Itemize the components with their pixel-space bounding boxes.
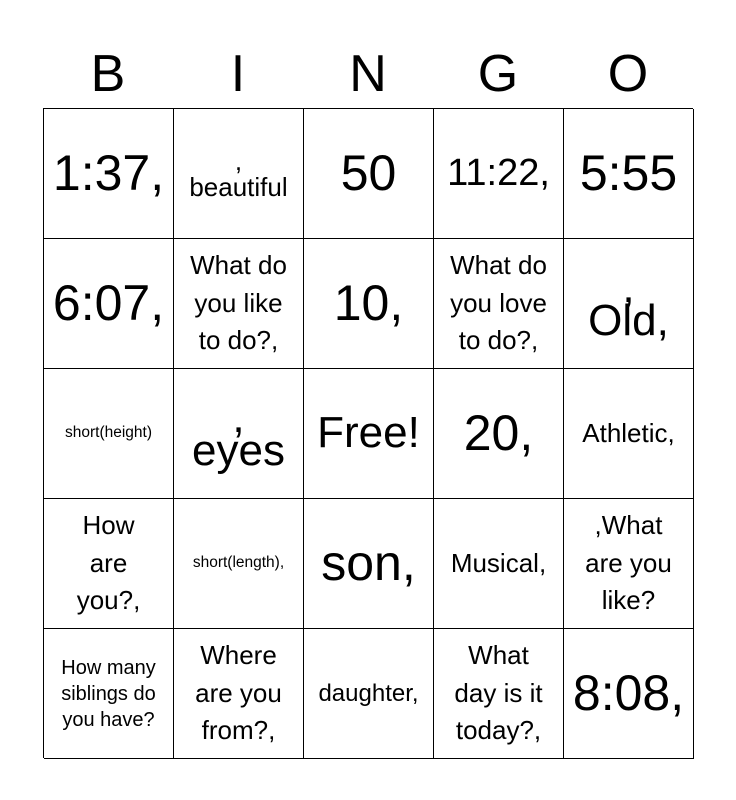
bingo-cell-r5-c3[interactable] [304, 629, 434, 759]
cell-text: short(length), [192, 554, 285, 572]
bingo-cell-r1-c3[interactable] [304, 109, 434, 239]
bingo-cell-r5-c4[interactable] [434, 629, 564, 759]
bingo-cell-r3-c4[interactable] [434, 369, 564, 499]
bingo-cell-r4-c1[interactable] [44, 499, 174, 629]
cell-text: How are you?, [76, 509, 141, 616]
cell-text: short(height) [64, 424, 152, 442]
bingo-cell-r2-c1[interactable] [44, 239, 174, 369]
header-letter-b: B [90, 45, 126, 103]
cell-text: 6:07, [52, 274, 165, 331]
cell-text: 1:37, [52, 144, 165, 201]
cell-text: 50 [340, 144, 397, 201]
bingo-cell-r3-c3[interactable] [304, 369, 434, 499]
cell-text: Musical, [450, 547, 547, 578]
bingo-cell-r3-c2[interactable] [174, 369, 304, 499]
bingo-cell-r1-c4[interactable] [434, 109, 564, 239]
cell-text: What do you like to do?, [190, 249, 287, 356]
bingo-cell-r4-c5[interactable] [564, 499, 694, 629]
cell-text: daughter, [318, 679, 419, 707]
cell-text: , beautiful [189, 145, 288, 202]
header-letter-i: I [230, 45, 246, 103]
cell-text: 5:55 [579, 144, 678, 201]
cell-text: , eyes [192, 392, 285, 475]
cell-text: , Old, [588, 262, 669, 345]
bingo-cell-r1-c2[interactable] [174, 109, 304, 239]
bingo-board [43, 108, 693, 758]
bingo-cell-r5-c2[interactable] [174, 629, 304, 759]
cell-text: What do you love to do?, [450, 249, 547, 356]
cell-text: How many siblings do you have? [61, 656, 156, 731]
bingo-cell-r4-c2[interactable] [174, 499, 304, 629]
cell-text: 20, [463, 404, 534, 461]
free-space-text: Free! [317, 408, 420, 458]
header-letter-o: O [607, 45, 649, 103]
cell-text: What day is it today?, [454, 639, 543, 746]
cell-text: 10, [333, 274, 404, 331]
bingo-cell-r2-c2[interactable] [174, 239, 304, 369]
bingo-cell-r5-c5[interactable] [564, 629, 694, 759]
cell-text: 8:08, [572, 664, 685, 721]
cell-text: Where are you from?, [195, 639, 282, 746]
cell-text: 11:22, [447, 151, 550, 194]
bingo-cell-r3-c1[interactable] [44, 369, 174, 499]
cell-text: Athletic, [582, 417, 675, 448]
header-letter-n: N [349, 45, 387, 103]
bingo-cell-r2-c3[interactable] [304, 239, 434, 369]
bingo-cell-r2-c4[interactable] [434, 239, 564, 369]
cell-text: son, [321, 534, 416, 591]
bingo-cell-r1-c5[interactable] [564, 109, 694, 239]
bingo-cell-r3-c5[interactable] [564, 369, 694, 499]
bingo-header [43, 40, 693, 108]
bingo-cell-r4-c3[interactable] [304, 499, 434, 629]
cell-text: ,What are you like? [585, 509, 672, 616]
bingo-cell-r1-c1[interactable] [44, 109, 174, 239]
bingo-cell-r2-c5[interactable] [564, 239, 694, 369]
header-letter-g: G [477, 45, 519, 103]
bingo-cell-r4-c4[interactable] [434, 499, 564, 629]
bingo-cell-r5-c1[interactable] [44, 629, 174, 759]
